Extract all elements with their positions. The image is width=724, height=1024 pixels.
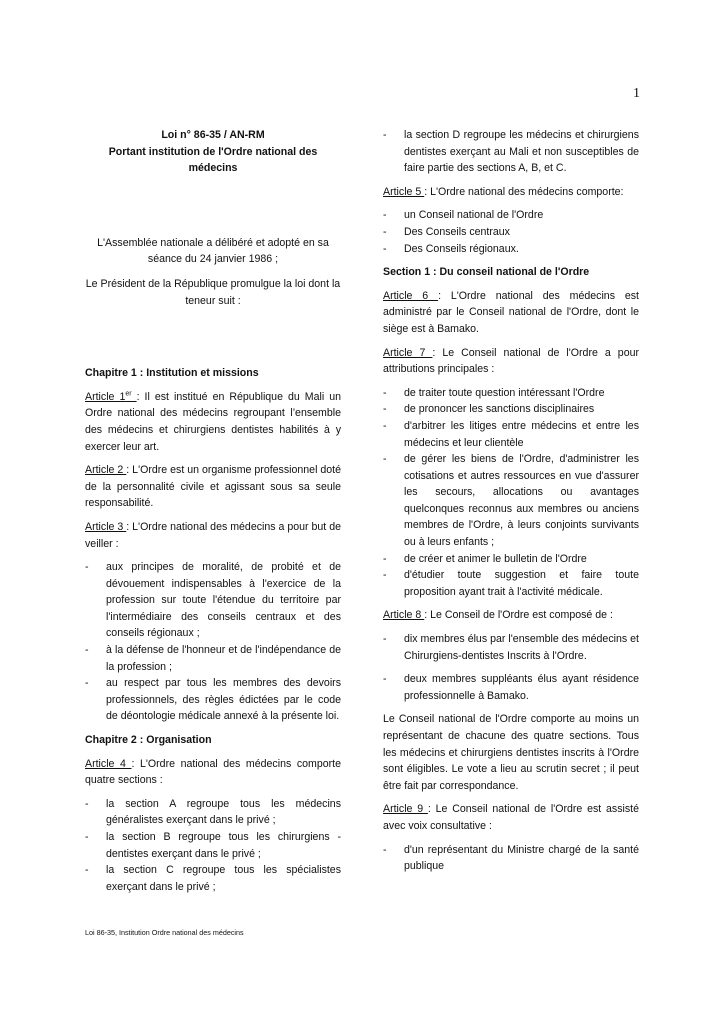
- article-4-label: Article 4: [85, 757, 132, 770]
- list-item: - dix membres élus par l'ensemble des médecins et Chirurgiens-dentistes Inscrits à l'Ordre.: [383, 631, 639, 664]
- document-title-line2: Portant institution de l'Ordre national des médecins: [108, 145, 318, 175]
- list-item: - un Conseil national de l'Ordre: [383, 207, 639, 224]
- article-9: Article 9 : Le Conseil national de l'Ordre est assisté avec voix consultative :: [383, 803, 639, 832]
- list-item: - d'étudier toute suggestion et faire toute proposition ayant trait à l'activité médicale.: [383, 567, 639, 600]
- article-2-label: Article 2: [85, 464, 127, 477]
- article-5-label: Article 5: [383, 185, 425, 198]
- article-8-label: Article 8: [383, 609, 425, 622]
- list-item: - Des Conseils centraux: [383, 224, 639, 241]
- article-7-label: Article 7: [383, 346, 433, 359]
- section-1-heading: Section 1 : Du conseil national de l'Ordre: [383, 266, 590, 279]
- article-9-label: Article 9: [383, 803, 428, 816]
- article-6-label: Article 6: [383, 289, 439, 302]
- page-number: 1: [633, 86, 640, 101]
- article-8-paragraph: Le Conseil national de l'Ordre comporte au moins un représentant de chacune des quatre sections. Tous les médecins et chirurgiens dentistes inscrits à l'Ordre sont éligibles. Le vote a lieu au scrutin secret ; il peut être fait par correspondance.: [383, 713, 639, 792]
- article-8: Article 8 : Le Conseil de l'Ordre est composé de :: [383, 609, 613, 622]
- list-item: - d'un représentant du Ministre chargé de la santé publique: [383, 842, 639, 875]
- article-9-list: [383, 842, 639, 875]
- list-item: - de traiter toute question intéressant l'Ordre: [383, 385, 639, 402]
- article-3-label: Article 3: [85, 520, 127, 533]
- chapter-1-heading: Chapitre 1 : Institution et missions: [85, 367, 259, 380]
- list-item: - la section A regroupe tous les médecins généralistes exerçant dans le privé ;: [85, 796, 341, 829]
- right-column: [383, 127, 639, 882]
- list-item: - au respect par tous les membres des devoirs professionnels, des règles édictées par le code de déontologie médicale annexé à la présente loi.: [85, 675, 341, 725]
- article-8-list: [383, 631, 639, 704]
- article-1-label: Article 1er: [85, 390, 132, 403]
- preamble-assembly: L'Assemblée nationale a délibéré et adopté en sa séance du 24 janvier 1986 ;: [97, 236, 329, 266]
- list-item: - à la défense de l'honneur et de l'indépendance de la profession ;: [85, 642, 341, 675]
- article-3: Article 3 : L'Ordre national des médecins a pour but de veiller :: [85, 520, 341, 550]
- list-item: - aux principes de moralité, de probité et de dévouement indispensables à l'exercice de la profession sur toute l'étendue du territoire par l'intermédiaire des conseils centraux et des conseils régionaux ;: [85, 559, 341, 642]
- article-4-list: [85, 796, 341, 896]
- article-4-list-continued: [383, 127, 639, 177]
- article-5-list: [383, 207, 639, 257]
- list-item: - Des Conseils régionaux.: [383, 241, 639, 258]
- article-3-list: [85, 559, 341, 725]
- article-2: Article 2 : L'Ordre est un organisme professionnel doté de la personnalité civile et agissant sous sa seule responsabilité.: [85, 464, 342, 510]
- preamble-president: Le Président de la République promulgue la loi dont la teneur suit :: [85, 277, 341, 307]
- article-4: Article 4 : L'Ordre national des médecins comporte quatre sections :: [85, 757, 341, 787]
- list-item: - la section D regroupe les médecins et chirurgiens dentistes exerçant au Mali et non susceptibles de faire partie des sections A, B, et C.: [383, 127, 639, 177]
- list-item: - de créer et animer le bulletin de l'Ordre: [383, 551, 639, 568]
- article-7: Article 7 : Le Conseil national de l'Ordre a pour attributions principales :: [383, 346, 639, 376]
- article-7-list: [383, 385, 639, 601]
- list-item: - la section B regroupe tous les chirurgiens - dentistes exerçant dans le privé ;: [85, 829, 341, 862]
- list-item: - d'arbitrer les litiges entre médecins et entre les médecins et leur clientèle: [383, 418, 639, 451]
- article-5: Article 5 : L'Ordre national des médecins comporte:: [383, 185, 624, 198]
- list-item: - de prononcer les sanctions disciplinaires: [383, 401, 639, 418]
- list-item: - la section C regroupe tous les spécialistes exerçant dans le privé ;: [85, 862, 341, 895]
- article-6: Article 6 : L'Ordre national des médecins est administré par le Conseil national de l'Ordre, dont le siège est à Bamako.: [383, 289, 639, 335]
- article-1: Article 1er : Il est institué en République du Mali un Ordre national des médecins regroupant l’ensemble des médecins et chirurgiens dentistes habilités à y exercer leur art.: [85, 390, 341, 453]
- list-item: - deux membres suppléants élus ayant résidence professionnelle à Bamako.: [383, 671, 639, 704]
- chapter-2-heading: Chapitre 2 : Organisation: [85, 734, 212, 747]
- document-title-line1: Loi n° 86-35 / AN-RM: [161, 129, 265, 141]
- left-column: [85, 127, 341, 902]
- list-item: - de gérer les biens de l'Ordre, d'administrer les cotisations et autres ressources en vue d'assurer les secours, allocations ou avantages quelconques reconnus aux membres ou anciens membres de l'Ordre, à leurs conjoints survivants ou à leurs enfants ;: [383, 451, 639, 551]
- page-footer: Loi 86-35, Institution Ordre national des médecins: [85, 928, 244, 937]
